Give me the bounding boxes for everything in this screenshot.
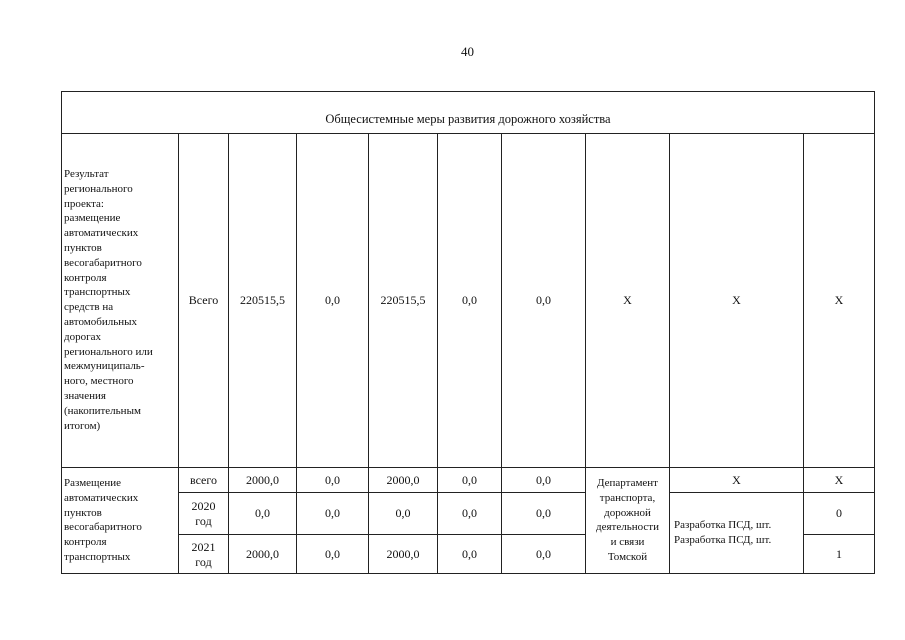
measure-local: 0,0 <box>462 547 477 562</box>
result-name-line: средств на <box>64 301 114 314</box>
result-regional: 220515,5 <box>380 293 426 308</box>
measure-value: 0 <box>836 506 842 521</box>
result-name-line: контроля <box>64 271 107 284</box>
measure-total: 0,0 <box>255 506 270 521</box>
measure-period: всего <box>189 472 218 487</box>
measure-name <box>64 476 176 565</box>
measure-federal: 0,0 <box>325 547 340 562</box>
measure-executor <box>586 476 669 565</box>
result-name-line: (накопительным <box>64 404 141 417</box>
measure-value: Х <box>834 472 844 487</box>
result-name-line: проекта: <box>64 197 104 210</box>
measure-indicator <box>674 518 802 548</box>
measure-indicator-total: Х <box>732 472 741 487</box>
measure-name-line: транспортных <box>64 550 131 563</box>
measure-indicator-line: Разработка ПСД, шт. <box>674 533 772 546</box>
result-name-line: размещение <box>64 212 121 225</box>
measure-executor-line: транспорта, <box>599 491 656 504</box>
budget-table <box>61 91 875 574</box>
result-total: 220515,5 <box>240 293 285 308</box>
measure-period: 2020 год <box>191 498 216 528</box>
measure-regional: 2000,0 <box>386 472 420 487</box>
result-other: 0,0 <box>536 293 551 308</box>
result-name-line: итогом) <box>64 419 101 432</box>
measure-total: 2000,0 <box>246 547 279 562</box>
measure-local: 0,0 <box>462 472 477 487</box>
measure-other: 0,0 <box>536 547 551 562</box>
section-title: Общесистемные меры развития дорожного хозяйства <box>325 112 611 127</box>
result-name-line: межмуниципаль- <box>64 360 145 373</box>
result-name-line: регионального <box>64 182 133 195</box>
result-executor: Х <box>623 293 632 308</box>
measure-value: 1 <box>836 547 842 562</box>
result-name-line: Результат <box>64 168 109 180</box>
measure-executor-line: деятельности <box>596 521 659 534</box>
result-name-line: автомобильных <box>64 315 137 328</box>
measure-executor-line: Томской <box>607 550 648 563</box>
result-value: Х <box>834 293 844 308</box>
result-local: 0,0 <box>462 293 477 308</box>
measure-total: 2000,0 <box>246 472 279 487</box>
result-name-line: регионального или <box>64 345 153 358</box>
result-period: Всего <box>188 293 219 308</box>
result-name-line: ного, местного <box>64 375 134 388</box>
result-name <box>64 167 176 433</box>
measure-executor-line: дорожной <box>604 506 651 519</box>
page-number: 40 <box>461 44 474 59</box>
measure-name-line: весогабаритного <box>64 521 142 534</box>
measure-federal: 0,0 <box>325 472 340 487</box>
measure-executor-line: Департамент <box>596 477 658 489</box>
result-name-line: транспортных <box>64 286 131 299</box>
measure-name-line: пунктов <box>64 506 102 519</box>
measure-other: 0,0 <box>536 506 551 521</box>
result-name-line: пунктов <box>64 241 102 254</box>
measure-name-line: автоматических <box>64 491 139 504</box>
measure-regional: 2000,0 <box>386 547 420 562</box>
result-name-line: весогабаритного <box>64 256 142 269</box>
measure-name-line: контроля <box>64 536 107 549</box>
result-name-line: значения <box>64 389 106 402</box>
result-name-line: автоматических <box>64 227 139 240</box>
measure-regional: 0,0 <box>395 506 411 521</box>
measure-local: 0,0 <box>462 506 477 521</box>
measure-indicator-line: Разработка ПСД, шт. <box>674 519 772 531</box>
measure-federal: 0,0 <box>325 506 340 521</box>
result-name-line: дорогах <box>64 330 101 343</box>
measure-executor-line: и связи <box>610 536 645 549</box>
measure-period: 2021 год <box>191 539 216 569</box>
measure-name-line: Размещение <box>64 477 122 489</box>
result-federal: 0,0 <box>325 293 340 308</box>
measure-other: 0,0 <box>536 472 551 487</box>
result-indicator: Х <box>732 293 741 308</box>
